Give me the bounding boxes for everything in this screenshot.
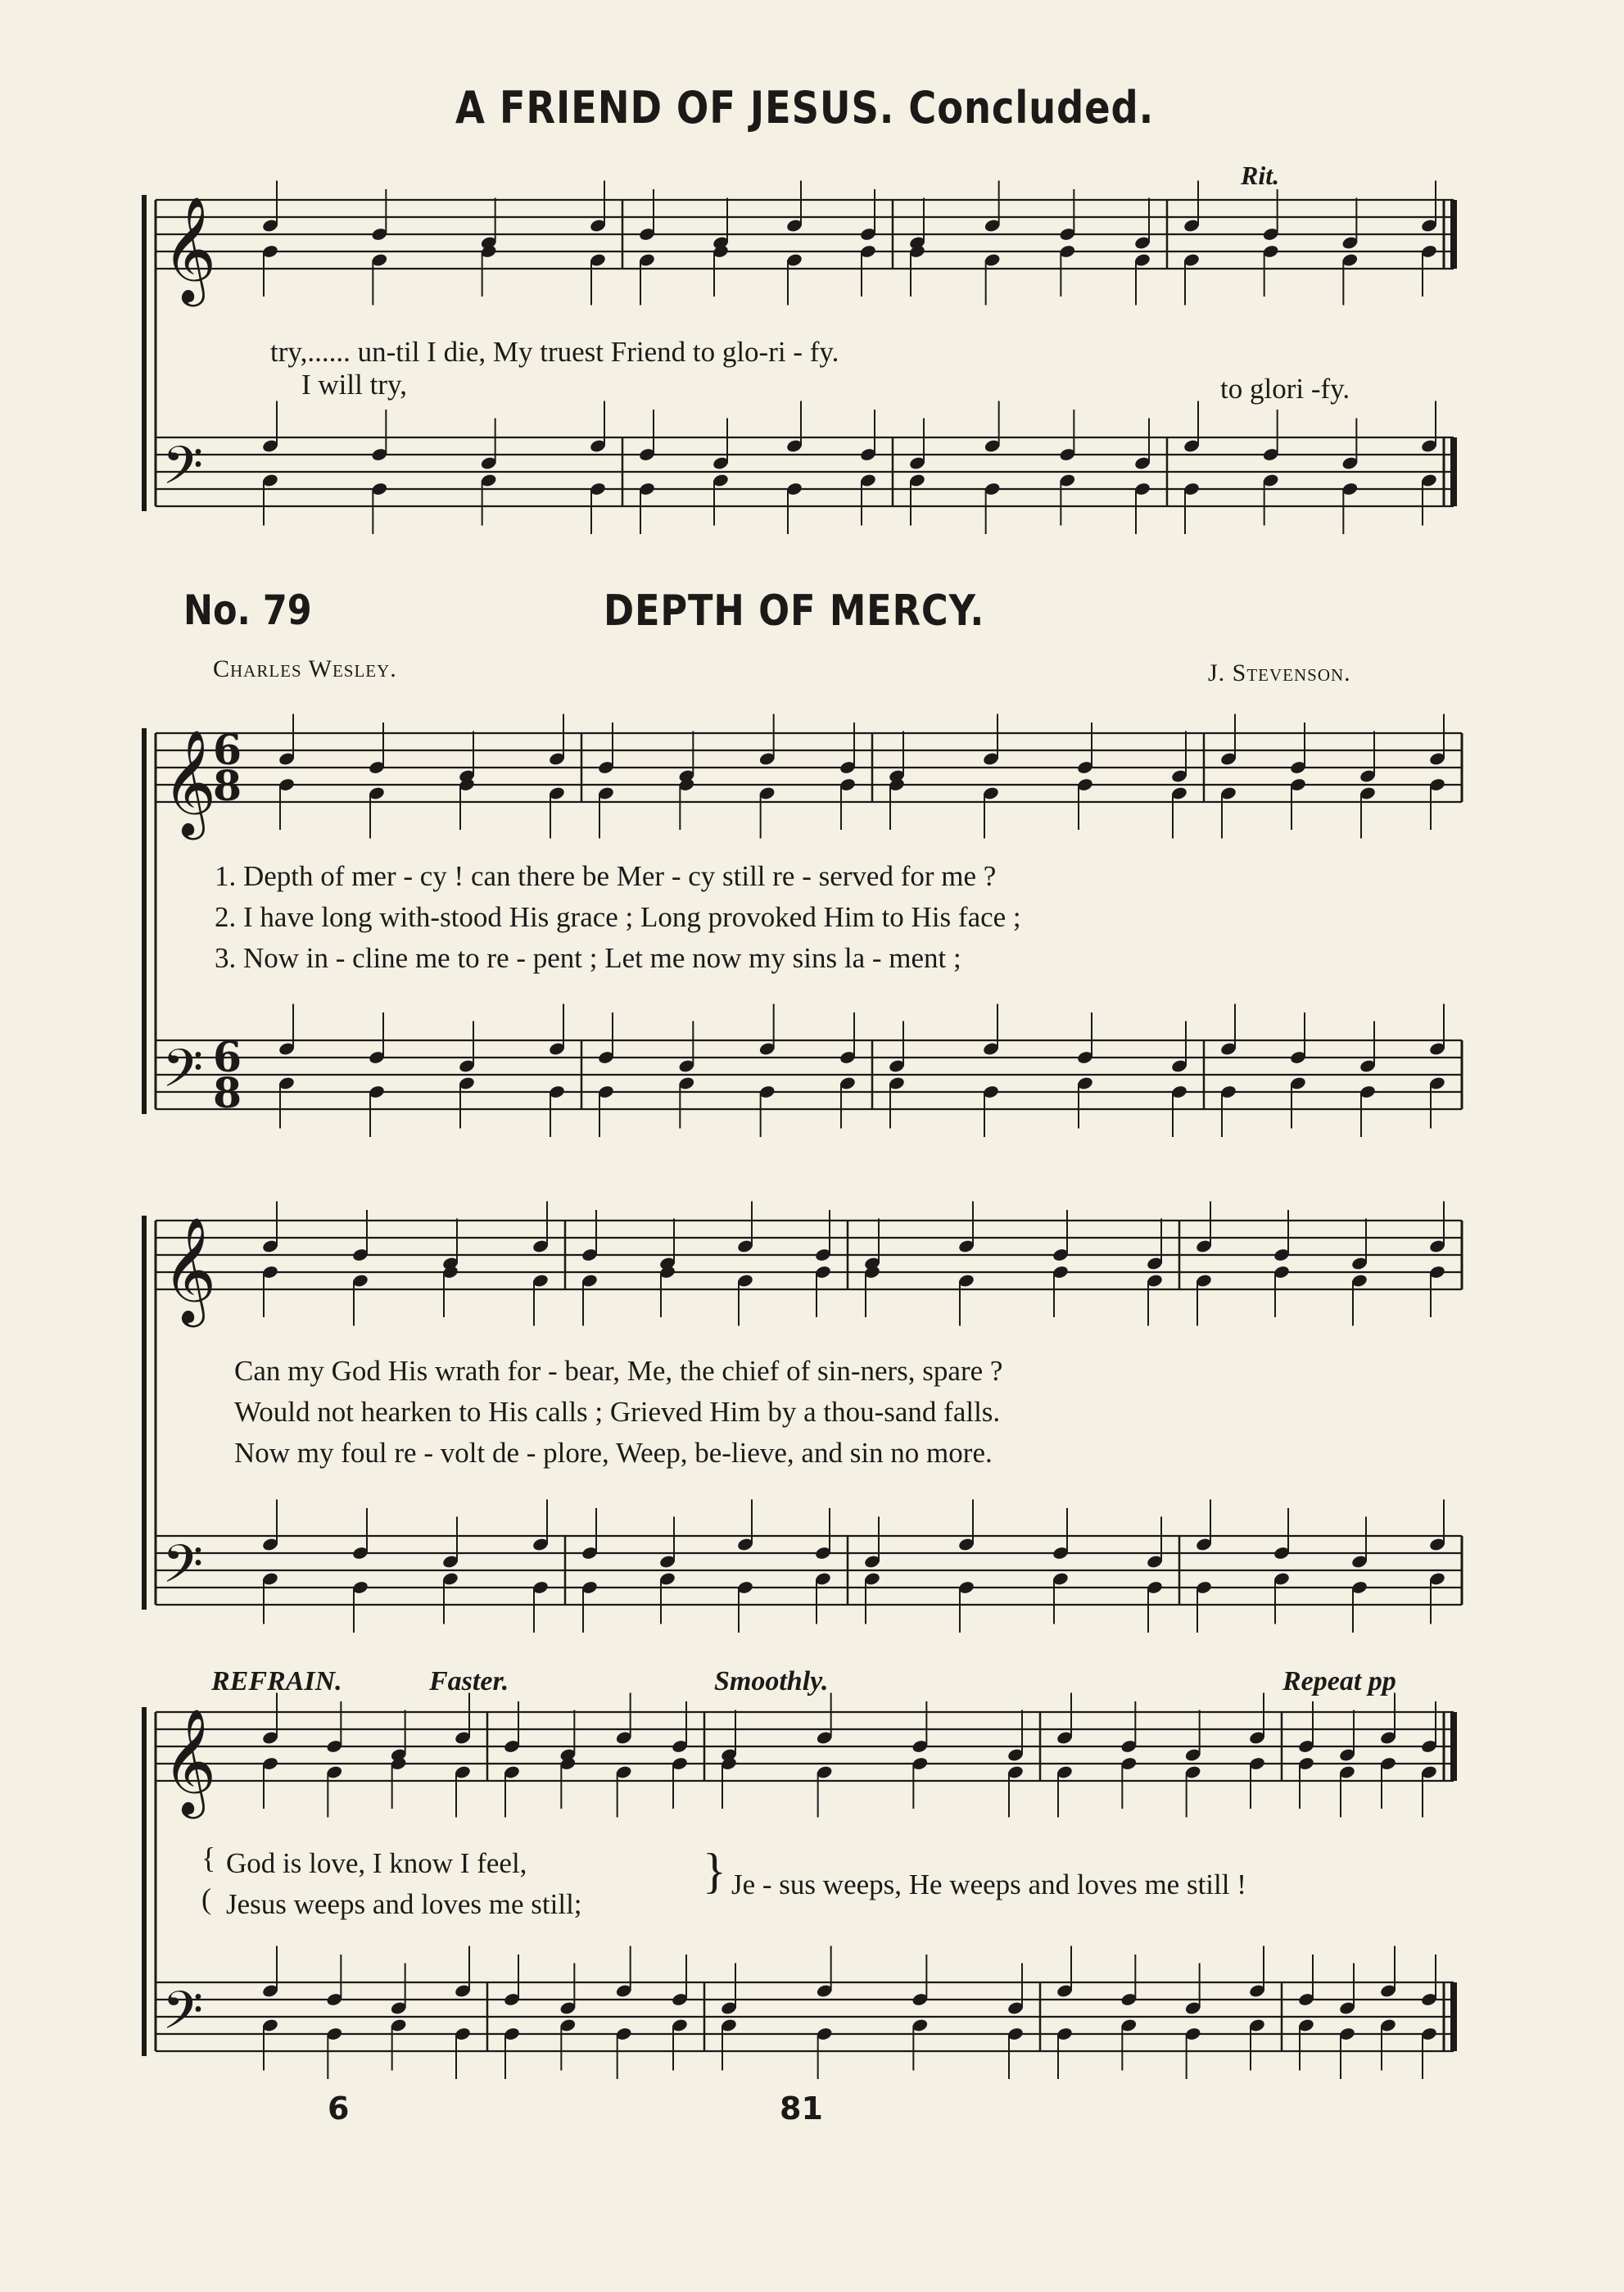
refrain-left-brace-lower: ( (201, 1882, 211, 1915)
system-continued-bass-clef: 𝄢 (162, 436, 204, 510)
verse-2-line-b: Would not hearken to His calls ; Grieved Him by a thou-sand falls. (234, 1396, 1001, 1428)
lyric-line-continued-2b: to glori -fy. (1220, 373, 1350, 405)
system-verse-b-treble-clef: 𝄞 (162, 1216, 217, 1323)
system-refrain-bass-clef: 𝄢 (162, 1981, 204, 2054)
words-author: Charles Wesley. (213, 655, 397, 682)
verse-3-line-b: Now my foul re - volt de - plore, Weep, be-lieve, and sin no more. (234, 1437, 993, 1469)
continued-title: A FRIEND OF JESUS. Concluded. (455, 82, 1155, 134)
system-verse-a-treble-clef: 𝄞 (162, 729, 217, 836)
page-number: 81 (780, 2090, 823, 2127)
verse-1-line-b: Can my God His wrath for - bear, Me, the chief of sin-ners, spare ? (234, 1355, 1003, 1387)
time-signature-top: 6 (213, 1033, 242, 1081)
system-verse-b-bass-clef: 𝄢 (162, 1534, 204, 1608)
lyric-line-continued-2: I will try, (301, 369, 407, 401)
verse-1-line-a: 1. Depth of mer - cy ! can there be Mer - cy still re - served for me ? (215, 860, 997, 892)
system-refrain-treble-clef: 𝄞 (162, 1708, 217, 1814)
refrain-line-tail: Je - sus weeps, He weeps and loves me still ! (731, 1868, 1246, 1900)
time-signature-bottom: 8 (213, 762, 242, 810)
ritardando-marking: Rit. (1241, 161, 1280, 190)
refrain-right-brace: } (703, 1844, 726, 1898)
music-composer: J. Stevenson. (1208, 659, 1351, 686)
refrain-line-1: God is love, I know I feel, (226, 1847, 527, 1879)
refrain-line-2: Jesus weeps and loves me still; (226, 1888, 582, 1920)
refrain-label: REFRAIN. (211, 1666, 342, 1696)
time-signature-bottom: 8 (213, 1069, 242, 1117)
system-verse-a-bass-clef: 𝄢 (162, 1039, 204, 1112)
verse-3-line-a: 3. Now in - cline me to re - pent ; Let me now my sins la - ment ; (215, 942, 961, 974)
system-continued-treble-clef: 𝄞 (162, 196, 217, 302)
hymn-number: No. 79 (183, 587, 312, 634)
refrain-tempo: Faster. (429, 1666, 509, 1696)
verse-2-line-a: 2. I have long with-stood His grace ; Long provoked Him to His face ; (215, 901, 1021, 933)
refrain-repeat: Repeat pp (1282, 1666, 1396, 1696)
footer-left-number: 6 (328, 2090, 350, 2127)
refrain-left-brace: { (201, 1841, 216, 1874)
hymn-title: DEPTH OF MERCY. (604, 587, 985, 636)
refrain-style: Smoothly. (714, 1666, 829, 1696)
lyric-line-continued-1: try,...... un-til I die, My truest Friend to glo-ri - fy. (270, 336, 839, 368)
time-signature-top: 6 (213, 726, 242, 774)
